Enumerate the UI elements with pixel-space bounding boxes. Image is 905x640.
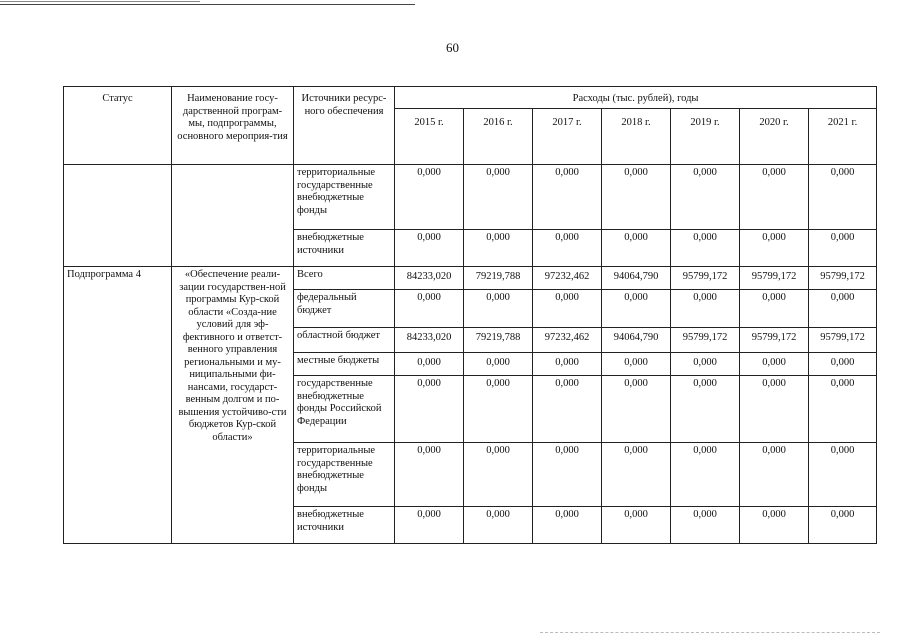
source-cell: территориальные государственные внебюджетные фонды bbox=[294, 443, 395, 507]
value-cell: 0,000 bbox=[740, 376, 809, 443]
header-expenses: Расходы (тыс. рублей), годы bbox=[395, 87, 877, 109]
value-cell: 0,000 bbox=[464, 507, 533, 544]
value-cell: 0,000 bbox=[740, 443, 809, 507]
source-cell: внебюджетные источники bbox=[294, 507, 395, 544]
value-cell: 97232,462 bbox=[533, 328, 602, 353]
value-cell: 0,000 bbox=[395, 165, 464, 230]
header-year: 2017 г. bbox=[533, 109, 602, 165]
header-year: 2018 г. bbox=[602, 109, 671, 165]
value-cell: 0,000 bbox=[809, 443, 877, 507]
value-cell: 0,000 bbox=[809, 353, 877, 376]
value-cell: 0,000 bbox=[809, 290, 877, 328]
value-cell: 0,000 bbox=[809, 230, 877, 267]
value-cell: 0,000 bbox=[671, 507, 740, 544]
source-cell: федеральный бюджет bbox=[294, 290, 395, 328]
value-cell: 0,000 bbox=[395, 507, 464, 544]
table-row bbox=[64, 267, 877, 290]
subprogram-name: «Обеспечение реали-зации государствен-ной программы Кур-ской области «Созда-ние условий для эф-фективного и ответст-венного управления региональными и му-ниципальными фи-нансами, государст-венным долгом и по-вышения устойчиво-сти бюджетов Кур-ской области» bbox=[172, 267, 294, 544]
value-cell: 84233,020 bbox=[395, 267, 464, 290]
source-cell: местные бюджеты bbox=[294, 353, 395, 376]
value-cell: 0,000 bbox=[464, 230, 533, 267]
value-cell: 0,000 bbox=[464, 443, 533, 507]
value-cell: 97232,462 bbox=[533, 267, 602, 290]
value-cell: 0,000 bbox=[602, 376, 671, 443]
source-cell: внебюджетные источники bbox=[294, 230, 395, 267]
table-header bbox=[64, 87, 877, 165]
value-cell: 0,000 bbox=[464, 290, 533, 328]
value-cell: 0,000 bbox=[464, 165, 533, 230]
value-cell: 0,000 bbox=[464, 353, 533, 376]
value-cell: 0,000 bbox=[395, 353, 464, 376]
value-cell: 0,000 bbox=[809, 165, 877, 230]
value-cell: 0,000 bbox=[602, 507, 671, 544]
header-year: 2021 г. bbox=[809, 109, 877, 165]
value-cell: 0,000 bbox=[809, 376, 877, 443]
value-cell: 0,000 bbox=[740, 353, 809, 376]
value-cell: 94064,790 bbox=[602, 267, 671, 290]
value-cell: 95799,172 bbox=[671, 328, 740, 353]
empty-status-cell bbox=[64, 165, 172, 267]
value-cell: 0,000 bbox=[602, 165, 671, 230]
value-cell: 0,000 bbox=[740, 290, 809, 328]
value-cell: 95799,172 bbox=[671, 267, 740, 290]
page-number: 60 bbox=[446, 40, 459, 55]
scan-top-edge-line bbox=[0, 1, 200, 2]
value-cell: 0,000 bbox=[740, 507, 809, 544]
header-sources: Источники ресурс-ного обеспечения bbox=[294, 87, 395, 165]
value-cell: 79219,788 bbox=[464, 328, 533, 353]
value-cell: 0,000 bbox=[671, 353, 740, 376]
header-status: Статус bbox=[64, 87, 172, 165]
value-cell: 84233,020 bbox=[395, 328, 464, 353]
source-cell: Всего bbox=[294, 267, 395, 290]
value-cell: 95799,172 bbox=[740, 267, 809, 290]
value-cell: 0,000 bbox=[671, 230, 740, 267]
value-cell: 0,000 bbox=[533, 443, 602, 507]
source-cell: территориальные государственные внебюджетные фонды bbox=[294, 165, 395, 230]
value-cell: 0,000 bbox=[602, 443, 671, 507]
header-year: 2016 г. bbox=[464, 109, 533, 165]
value-cell: 0,000 bbox=[533, 376, 602, 443]
source-cell: областной бюджет bbox=[294, 328, 395, 353]
value-cell: 0,000 bbox=[740, 230, 809, 267]
value-cell: 95799,172 bbox=[740, 328, 809, 353]
value-cell: 0,000 bbox=[602, 353, 671, 376]
value-cell: 0,000 bbox=[602, 290, 671, 328]
subprogram-status: Подпрограмма 4 bbox=[64, 267, 172, 544]
value-cell: 0,000 bbox=[533, 230, 602, 267]
scan-top-rule bbox=[0, 4, 415, 5]
value-cell: 95799,172 bbox=[809, 328, 877, 353]
scan-bottom-noise bbox=[540, 632, 880, 634]
value-cell: 0,000 bbox=[671, 165, 740, 230]
value-cell: 0,000 bbox=[533, 165, 602, 230]
value-cell: 0,000 bbox=[533, 290, 602, 328]
value-cell: 0,000 bbox=[671, 443, 740, 507]
value-cell: 95799,172 bbox=[809, 267, 877, 290]
value-cell: 0,000 bbox=[464, 376, 533, 443]
header-name: Наименование госу-дарственной програм-мы, подпрограммы, основного мероприя-тия bbox=[172, 87, 294, 165]
value-cell: 0,000 bbox=[671, 290, 740, 328]
value-cell: 0,000 bbox=[395, 230, 464, 267]
value-cell: 0,000 bbox=[671, 376, 740, 443]
value-cell: 0,000 bbox=[809, 507, 877, 544]
value-cell: 0,000 bbox=[602, 230, 671, 267]
value-cell: 0,000 bbox=[533, 507, 602, 544]
header-year: 2020 г. bbox=[740, 109, 809, 165]
value-cell: 0,000 bbox=[395, 376, 464, 443]
value-cell: 94064,790 bbox=[602, 328, 671, 353]
header-year: 2019 г. bbox=[671, 109, 740, 165]
source-cell: государственные внебюджетные фонды Российской Федерации bbox=[294, 376, 395, 443]
budget-table bbox=[63, 86, 877, 544]
value-cell: 0,000 bbox=[395, 290, 464, 328]
table-row bbox=[64, 165, 877, 230]
header-year: 2015 г. bbox=[395, 109, 464, 165]
value-cell: 0,000 bbox=[395, 443, 464, 507]
value-cell: 0,000 bbox=[533, 353, 602, 376]
empty-name-cell bbox=[172, 165, 294, 267]
value-cell: 79219,788 bbox=[464, 267, 533, 290]
value-cell: 0,000 bbox=[740, 165, 809, 230]
